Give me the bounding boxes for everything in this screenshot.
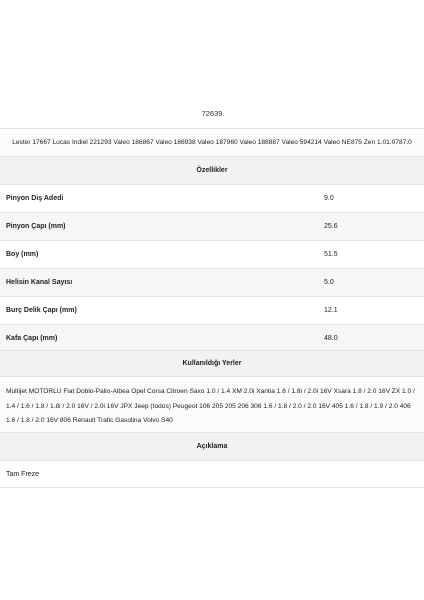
spec-label: Burç Delik Çapı (mm) bbox=[6, 307, 77, 314]
description-text: Tam Freze bbox=[0, 460, 424, 488]
spec-row-pinion-diameter bbox=[0, 212, 424, 240]
spec-value: 5.0 bbox=[324, 279, 334, 286]
spec-value: 9.0 bbox=[324, 195, 334, 202]
spec-row-head-diameter bbox=[0, 324, 424, 352]
spec-label: Boy (mm) bbox=[6, 251, 39, 258]
usage-text: Multijet MOTORLU Fiat Doblo-Palio-Albea Opel Corsa Citroen Saxo 1.0 / 1.4 XM 2.0i Xantia 1.6 / 1.8i / 2.0i 16V Xsara 1.8 / 2.0 16V ZX 1.0 / 1.4 / 1.6 / 1.8 / 1.8i / 2.0 16V / 2.0i 16V JPX Jeep (todos) Peugeot 106 205 205 206 306 1.6 / 1.8 / 2.0 / 2.0 16V 405 1.6 / 1.8 / 1.9 / 2.0 406 1.6 / 1.8 / 2.0 16V 806 Renault Trafic Gasolina Volvo S40 bbox=[0, 376, 424, 432]
oem-references: Lester 17667 Lucas Indiel 221293 Valeo 186867 Valeo 186938 Valeo 187960 Valeo 188887 Valeo 594214 Valeo NE875 Zen 1.01.0787.0 bbox=[0, 128, 424, 156]
usage-header: Kullanıldığı Yerler bbox=[0, 350, 424, 376]
spec-row-bushing-hole bbox=[0, 296, 424, 324]
features-header: Özellikler bbox=[0, 156, 424, 184]
description-header: Açıklama bbox=[0, 432, 424, 460]
spec-value: 12.1 bbox=[324, 307, 338, 314]
spec-row-helix-channels bbox=[0, 268, 424, 296]
spec-row-teeth bbox=[0, 184, 424, 212]
spec-value: 51.5 bbox=[324, 251, 338, 258]
spec-label: Pinyon Diş Adedi bbox=[6, 195, 64, 202]
product-code: 72639 bbox=[201, 109, 223, 118]
spec-label: Pinyon Çapı (mm) bbox=[6, 223, 66, 230]
spec-value: 25.6 bbox=[324, 223, 338, 230]
spec-label: Kafa Çapı (mm) bbox=[6, 335, 58, 342]
spec-row-length bbox=[0, 240, 424, 268]
spec-label: Helisin Kanal Sayısı bbox=[6, 279, 73, 286]
spec-value: 48.0 bbox=[324, 335, 338, 342]
